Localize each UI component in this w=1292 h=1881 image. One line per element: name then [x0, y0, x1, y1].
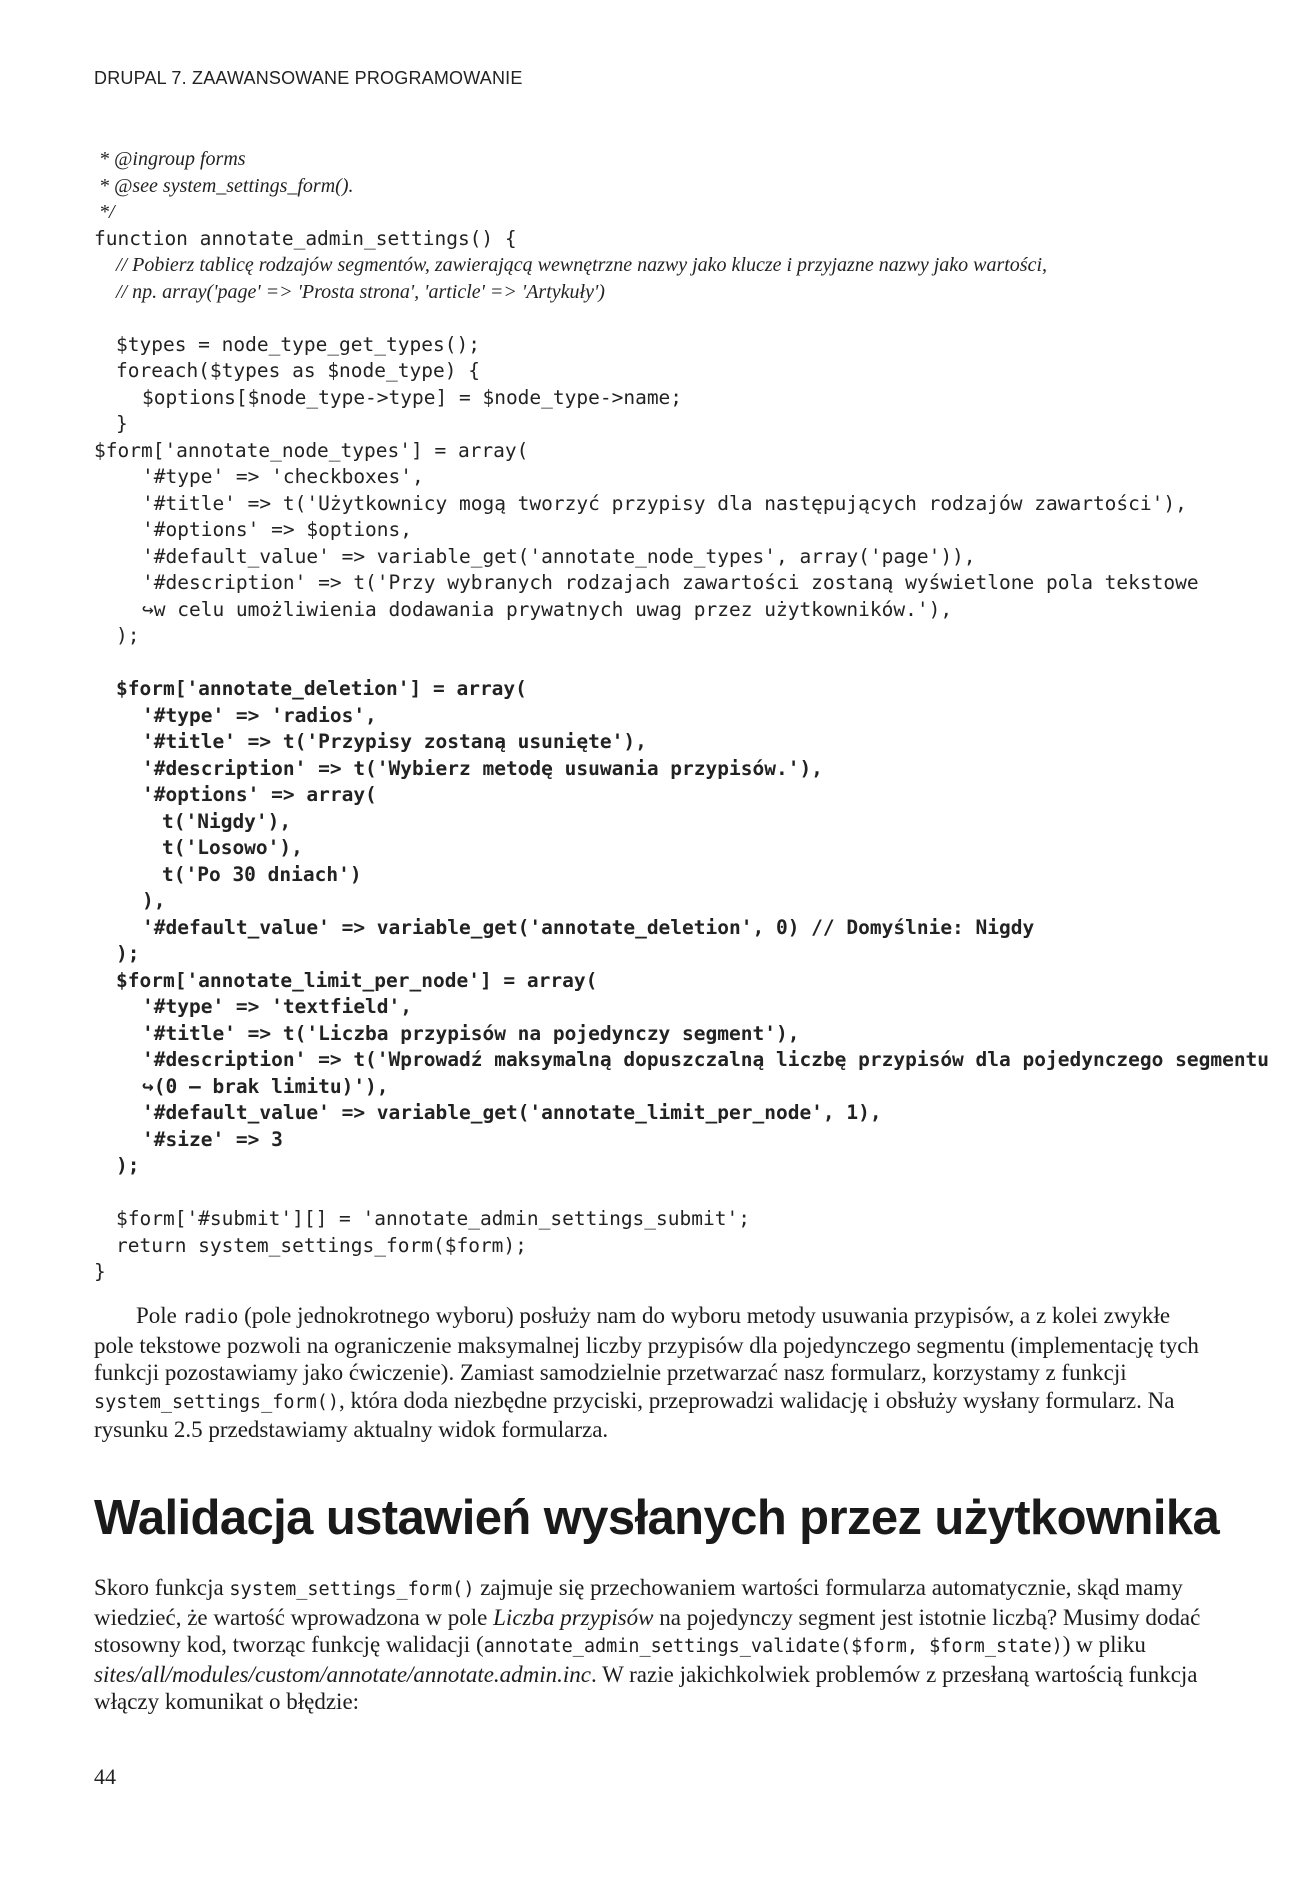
code-line: } [94, 1260, 106, 1283]
text-run: Pole [136, 1303, 183, 1328]
text-run: Skoro funkcja [94, 1575, 230, 1600]
code-line-bold: '#options' => array( [142, 783, 377, 806]
code-blank-line [94, 305, 1214, 332]
text-run: . W razie jakichkolwiek problemów z przesłaną wartością funkcja włączy komunikat o błędzie: [94, 1661, 1198, 1714]
code-line-bold: t('Po 30 dniach') [162, 862, 362, 886]
code-blank-line [94, 650, 1214, 677]
code-line-bold: '#default_value' => variable_get('annotate_limit_per_node', 1), [142, 1101, 882, 1124]
running-header: DRUPAL 7. ZAAWANSOWANE PROGRAMOWANIE [94, 68, 523, 88]
code-line: } [116, 412, 128, 435]
italic-text: Liczba przypisów [493, 1604, 654, 1630]
code-line-bold: t('Losowo'), [162, 836, 303, 859]
code-line-bold: '#default_value' => variable_get('annotate_deletion', 0) // Domyślnie: Nigdy [142, 915, 1035, 939]
code-continuation-line: ↪w celu umożliwienia dodawania prywatnych uwag przez użytkowników.'), [142, 597, 953, 621]
code-continuation-line-bold: ↪(0 – brak limitu)'), [142, 1074, 389, 1098]
code-blank-line [94, 1180, 1214, 1207]
page-number: 44 [94, 1764, 116, 1789]
code-line-bold: '#size' => 3 [142, 1127, 283, 1151]
code-comment: // np. array('page' => 'Prosta strona', 'article' => 'Artykuły') [116, 280, 605, 303]
code-line: '#title' => t('Użytkownicy mogą tworzyć przypisy dla następujących rodzajów zawartości'), [142, 491, 1187, 515]
code-line: $form['#submit'][] = 'annotate_admin_settings_submit'; [116, 1207, 750, 1230]
code-line: '#options' => $options, [142, 518, 413, 541]
code-line-bold: ); [116, 942, 140, 965]
code-line: function annotate_admin_settings() { [94, 226, 517, 250]
code-listing [94, 146, 1270, 1286]
code-line-bold: '#type' => 'radios', [142, 703, 377, 727]
code-line-bold: '#type' => 'textfield', [142, 995, 413, 1018]
text-run: zajmuje się przechowaniem wartości formularza automatycznie, skąd mamy wiedzieć, że wartość wprowadzona w pole [94, 1575, 1183, 1630]
text-run: na pojedynczy segment jest istotnie liczbą? Musimy dodać stosowny kod, tworząc funkcję walidacji ( [94, 1604, 1201, 1657]
paragraph-radio-explanation [94, 1302, 1214, 1444]
code-line: foreach($types as $node_type) { [116, 359, 480, 382]
code-line-bold: '#title' => t('Liczba przypisów na pojedynczy segment'), [142, 1021, 800, 1045]
code-line: $types = node_type_get_types(); [116, 332, 480, 356]
code-line: ); [116, 624, 140, 647]
code-line: '#type' => 'checkboxes', [142, 465, 424, 488]
code-line-bold: $form['annotate_limit_per_node'] = array( [116, 968, 598, 992]
italic-file-path: sites/all/modules/custom/annotate/annotate.admin.inc [94, 1661, 592, 1687]
text-run: (pole jednokrotnego wyboru) posłuży nam do wyboru metody usuwania przypisów, a z kolei zwykłe pole tekstowe pozwoli na ograniczenie maksymalnej liczby przypisów dla pojedynczego segmentu (implementację tych funkcji pozostawiamy jako ćwiczenie). Zamiast samodzielnie przetwarzać nasz formularz, korzystamy z funkcji [94, 1303, 1199, 1385]
code-line-bold: $form['annotate_deletion'] = array( [116, 677, 527, 700]
code-line: $options[$node_type->type] = $node_type->name; [142, 385, 683, 409]
text-run: ) w pliku [1062, 1632, 1146, 1657]
inline-code: system_settings_form() [94, 1391, 340, 1413]
inline-code: radio [182, 1307, 239, 1328]
code-comment: // Pobierz tablicę rodzajów segmentów, zawierającą wewnętrzne nazwy jako klucze i przyjazne nazwy jako wartości, [116, 254, 1048, 276]
code-line-bold: '#title' => t('Przypisy zostaną usunięte'), [142, 730, 647, 753]
code-line-bold: ), [142, 889, 166, 912]
code-line: * @ingroup forms [94, 148, 246, 170]
code-line: '#default_value' => variable_get('annotate_node_types', array('page')), [142, 544, 976, 568]
code-line: $form['annotate_node_types'] = array( [94, 438, 529, 462]
code-line: */ [94, 201, 115, 223]
section-heading: Walidacja ustawień wysłanych przez użytkownika [94, 1491, 1220, 1545]
code-line-bold: t('Nigdy'), [162, 809, 292, 833]
code-line: return system_settings_form($form); [116, 1233, 527, 1257]
inline-code: system_settings_form() [229, 1579, 475, 1600]
code-line: * @see system_settings_form(). [94, 174, 354, 197]
code-line-bold: '#description' => t('Wybierz metodę usuwania przypisów.'), [142, 756, 823, 780]
inline-code: annotate_admin_settings_validate($form, $form_state) [483, 1636, 1063, 1657]
code-line: '#description' => t('Przy wybranych rodzajach zawartości zostaną wyświetlone pola tekstowe [142, 571, 1199, 594]
code-line-bold: '#description' => t('Wprowadź maksymalną dopuszczalną liczbę przypisów dla pojedynczego segmentu [142, 1048, 1270, 1071]
code-line-bold: ); [116, 1154, 140, 1177]
text-run: , która doda niezbędne przyciski, przeprowadzi walidację i obsłuży wysłany formularz. Na rysunku 2.5 przedstawiamy aktualny widok formularza. [94, 1387, 1175, 1442]
paragraph-validation-intro [94, 1574, 1214, 1716]
